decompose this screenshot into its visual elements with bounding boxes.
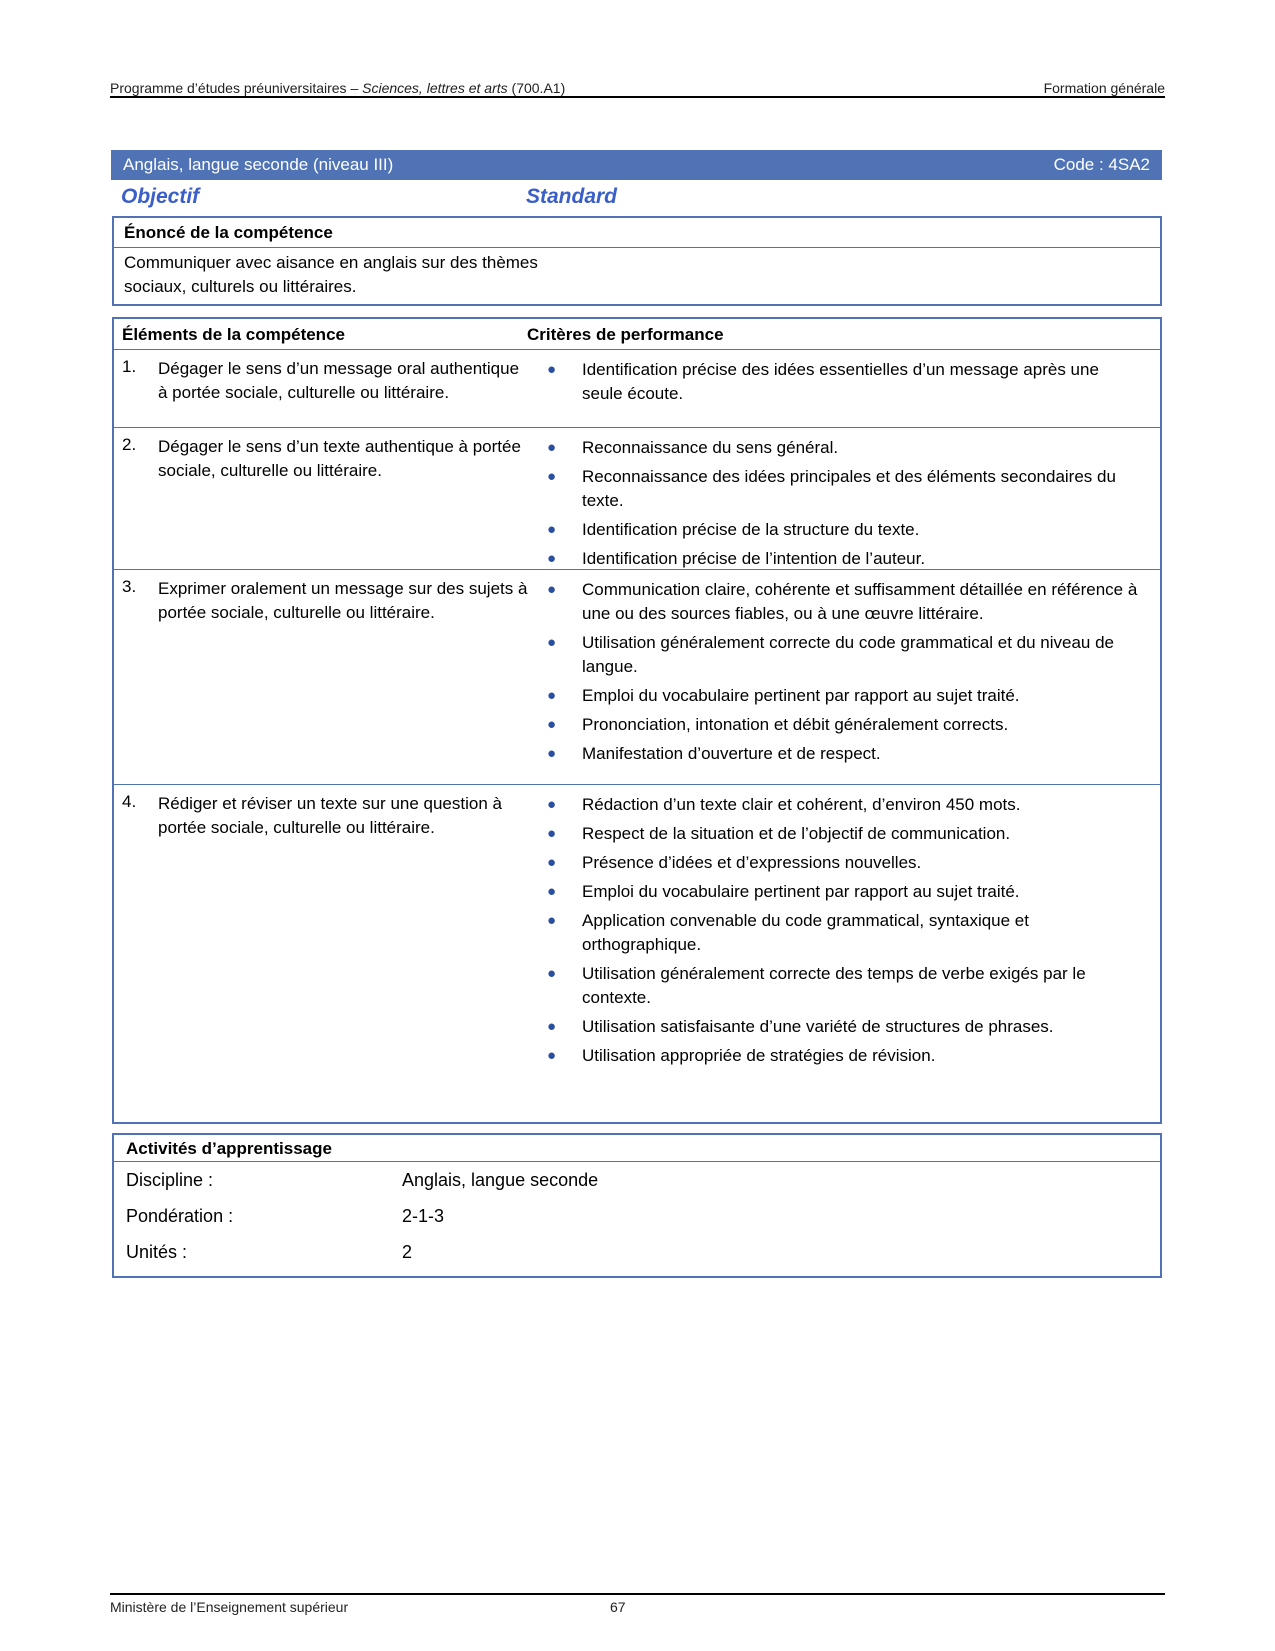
criterion-text: Reconnaissance des idées principales et des éléments secondaires du texte. [582,467,1116,510]
element-number: 2. [122,435,137,454]
table-row [114,350,1160,428]
footer-ministry: Ministère de l’Enseignement supérieur [110,1599,349,1615]
running-header [110,76,1165,98]
elements-criteria-table [112,317,1162,1124]
criteria-list [544,358,1144,411]
criterion-item [544,518,1144,542]
element-text: Exprimer oralement un message sur des sujets à portée sociale, culturelle ou littéraire. [158,579,528,622]
competence-statement-text: Communiquer avec aisance en anglais sur des thèmes sociaux, culturels ou littéraires. [124,253,538,296]
criterion-text: Identification précise de la structure du texte. [582,520,920,539]
criterion-text: Utilisation appropriée de stratégies de révision. [582,1046,936,1065]
element-text: Dégager le sens d’un texte authentique à portée sociale, culturelle ou littéraire. [158,437,521,480]
criterion-item [544,713,1144,737]
criterion-text: Communication claire, cohérente et suffisamment détaillée en référence à une ou des sources fiables, ou à une œuvre littéraire. [582,580,1138,623]
table-row [114,570,1160,785]
criterion-item [544,742,1144,766]
bullet-icon: ● [547,1018,557,1035]
criterion-item [544,793,1144,817]
bullet-icon: ● [547,854,557,871]
bullet-icon: ● [547,634,557,651]
criterion-text: Manifestation d’ouverture et de respect. [582,744,881,763]
criterion-item [544,358,1144,406]
element-number: 3. [122,577,137,596]
criterion-item [544,1044,1144,1068]
bullet-icon: ● [547,883,557,900]
unites-label: Unités : [126,1242,188,1262]
criteria-list [544,578,1144,771]
ponderation-value: 2-1-3 [402,1206,445,1226]
course-title-bar [111,150,1162,180]
elements-column-header: Éléments de la compétence [122,325,345,344]
criterion-text: Respect de la situation et de l’objectif de communication. [582,824,1011,843]
element-number: 4. [122,792,137,811]
bullet-icon: ● [547,825,557,842]
criterion-text: Emploi du vocabulaire pertinent par rapport au sujet traité. [582,882,1020,901]
discipline-label: Discipline : [126,1170,214,1190]
criterion-text: Présence d’idées et d’expressions nouvelles. [582,853,922,872]
bullet-icon: ● [547,468,557,485]
criterion-item [544,578,1144,626]
criterion-item [544,465,1144,513]
criterion-item [544,684,1144,708]
table-header-row [114,319,1160,350]
bullet-icon: ● [547,550,557,567]
bullet-icon: ● [547,796,557,813]
criterion-text: Emploi du vocabulaire pertinent par rapport au sujet traité. [582,686,1020,705]
unites-value: 2 [402,1242,413,1262]
criterion-item [544,1015,1144,1039]
discipline-value: Anglais, langue seconde [402,1170,599,1190]
course-code: Code : 4SA2 [1053,155,1150,174]
criterion-text: Utilisation satisfaisante d’une variété de structures de phrases. [582,1017,1054,1036]
bullet-icon: ● [547,965,557,982]
criterion-text: Rédaction d’un texte clair et cohérent, d’environ 450 mots. [582,795,1021,814]
bullet-icon: ● [547,581,557,598]
criteria-column-header: Critères de performance [527,325,724,344]
criteria-list [544,793,1144,1073]
bullet-icon: ● [547,1047,557,1064]
discipline-row [114,1162,1160,1198]
learning-activities-box [112,1133,1162,1278]
criterion-text: Utilisation généralement correcte du code grammatical et du niveau de langue. [582,633,1115,676]
bullet-icon: ● [547,687,557,704]
criterion-text: Utilisation généralement correcte des temps de verbe exigés par le contexte. [582,964,1086,1007]
header-right-label: Formation générale [1043,80,1165,96]
bullet-icon: ● [547,361,557,378]
bullet-icon: ● [547,912,557,929]
ponderation-label: Pondération : [126,1206,234,1226]
criterion-item [544,547,1144,571]
objectif-label: Objectif [121,185,200,208]
running-footer [110,1593,1165,1617]
criterion-item [544,880,1144,904]
element-text: Rédiger et réviser un texte sur une question à portée sociale, culturelle ou littéraire. [158,794,502,837]
criterion-text: Identification précise des idées essentielles d’un message après une seule écoute. [582,360,1099,403]
standard-label: Standard [526,185,618,208]
element-number: 1. [122,357,137,376]
table-row [114,785,1160,1085]
criterion-item [544,909,1144,957]
criterion-item [544,962,1144,1010]
criterion-text: Identification précise de l’intention de l’auteur. [582,549,926,568]
criterion-item [544,851,1144,875]
activities-heading: Activités d’apprentissage [114,1135,1160,1162]
criterion-text: Application convenable du code grammatical, syntaxique et orthographique. [582,911,1029,954]
criteria-list [544,436,1144,576]
competence-statement-box [112,216,1162,306]
bullet-icon: ● [547,439,557,456]
ponderation-row [114,1198,1160,1234]
competence-statement-heading: Énoncé de la compétence [114,218,1160,248]
criterion-item [544,631,1144,679]
bullet-icon: ● [547,716,557,733]
course-title: Anglais, langue seconde (niveau III) [123,155,394,174]
criterion-item [544,822,1144,846]
criterion-text: Reconnaissance du sens général. [582,438,839,457]
criterion-item [544,436,1144,460]
bullet-icon: ● [547,521,557,538]
table-row [114,428,1160,570]
page-number: 67 [610,1599,626,1615]
table-body [114,350,1160,1085]
unites-row [114,1234,1160,1270]
criterion-text: Prononciation, intonation et débit généralement corrects. [582,715,1009,734]
objective-standard-labels [111,185,1162,215]
program-title: Programme d’études préuniversitaires – Sciences, lettres et arts (700.A1) [110,80,566,96]
bullet-icon: ● [547,745,557,762]
element-text: Dégager le sens d’un message oral authentique à portée sociale, culturelle ou littéraire. [158,359,520,402]
